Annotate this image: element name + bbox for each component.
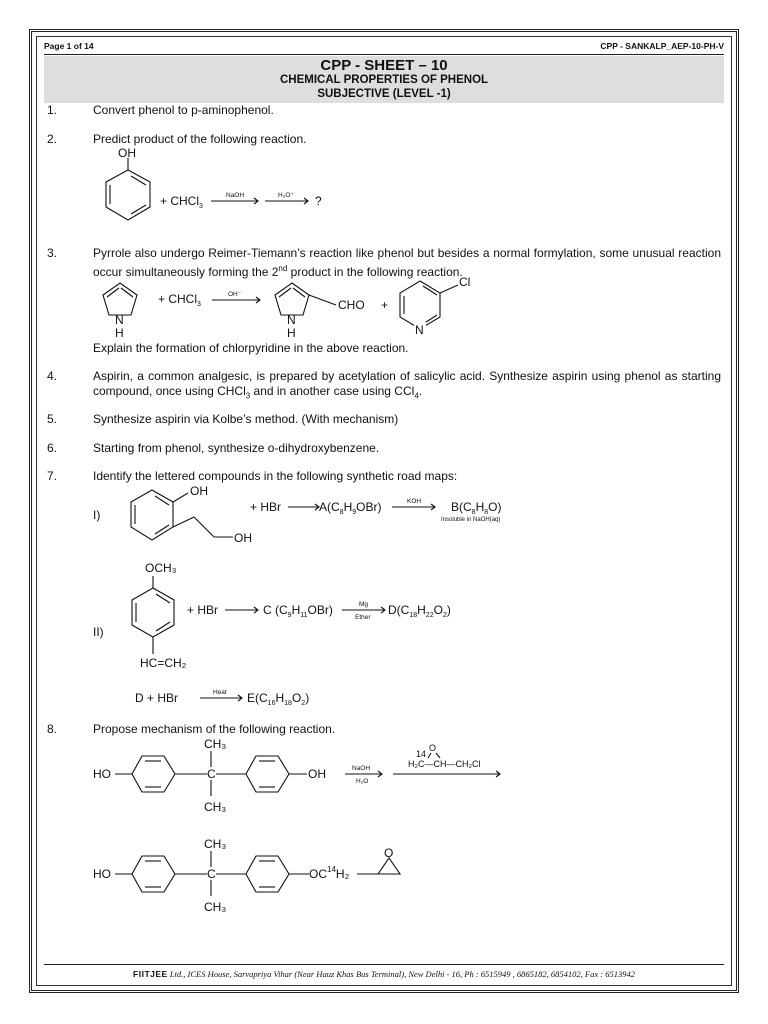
svg-text:CH₃: CH₃ (204, 837, 227, 851)
q3-reagent: OH⁻ (228, 291, 242, 298)
fiitjee-logo: FIITJEE (133, 969, 168, 979)
question-number: 4. (47, 369, 58, 383)
svg-text:HO: HO (93, 867, 111, 881)
q7-r1-plus-hbr: + HBr (250, 500, 282, 514)
q2-product: ? (315, 194, 322, 208)
q7-4-methoxystyrene-structure (132, 561, 187, 670)
sheet-title: CPP - SHEET – 10 (320, 57, 448, 74)
svg-text:C: C (207, 767, 216, 781)
svg-text:H: H (287, 326, 296, 340)
q8-bisphenol-a-structure (93, 737, 326, 814)
q3-3-chloropyridine-structure (400, 275, 470, 337)
footer-address: FIITJEE Ltd., ICES House, Sarvapriya Vihar (Near Hauz Khas Bus Terminal), New Delhi - 16, Ph : 6515949 , 6865182, 6854102, Fax : 6513942 (133, 969, 635, 979)
q7-2-hydroxyphenylethanol-structure (131, 484, 252, 545)
question-number: 2. (47, 132, 58, 146)
question-number: 3. (47, 246, 58, 260)
sheet-level: SUBJECTIVE (LEVEL -1) (317, 88, 451, 100)
q7-r2-reagent-top: Mg (359, 601, 369, 608)
svg-text:C: C (207, 867, 216, 881)
question-text: Aspirin, a common analgesic, is prepared by acetylation of salicylic acid. Synthesize aspirin using phenol as starting compound, once using CHCl$_3$ and in another case using CCl$_4$. (93, 369, 721, 401)
q8-product-structure (93, 837, 400, 914)
q7-compound-b: $B(C_8H_8O)$ (451, 500, 502, 516)
svg-text:H: H (115, 326, 124, 340)
question-text: Identify the lettered compounds in the following synthetic road maps: (93, 469, 458, 483)
q2-reagent-1: NaOH (226, 192, 245, 199)
q7-compound-c: C $(C_9H_{11}OBr)$ (263, 603, 333, 619)
svg-text:OH: OH (234, 531, 252, 545)
svg-text:O: O (429, 743, 437, 753)
svg-text:CH₃: CH₃ (204, 800, 227, 814)
svg-text:N: N (415, 323, 424, 337)
svg-text:14: 14 (416, 749, 427, 759)
svg-text:OC14H₂: OC$^{14}$H₂ (309, 865, 350, 881)
svg-text:CH₃: CH₃ (204, 900, 227, 914)
q7-compound-e: $E(C_{16}H_{18}O_2)$ (247, 691, 310, 707)
q2-reactant-chcl3: + CHCl$_3$ (160, 194, 203, 210)
question-followup-text: Explain the formation of chlorpyridine in the above reaction. (93, 341, 409, 355)
question-text: Pyrrole also undergo Reimer-Tiemann’s reaction like phenol but besides a normal formylation, some unusual reaction occur simultaneously forming the 2nd product in the following reaction. (93, 246, 721, 279)
q2-reagent-2: H₃O⁺ (278, 192, 294, 199)
svg-text:CHO: CHO (338, 298, 365, 312)
footer-divider (44, 964, 724, 965)
q7-r1-note: Insoluble in NaOH(aq) (441, 517, 501, 523)
q7-part-ii-label: II) (93, 625, 104, 639)
svg-text:N: N (287, 313, 296, 327)
q7-compound-d: $D(C_{18}H_{22}O_2)$ (388, 603, 451, 619)
question-number: 1. (47, 103, 58, 117)
question-text: Synthesize aspirin via Kolbe’s method. (With mechanism) (93, 412, 399, 426)
svg-text:Cl: Cl (459, 275, 471, 289)
q3-pyrrole-structure (103, 283, 137, 340)
question-text: Convert phenol to p-aminophenol. (93, 103, 274, 117)
q7-r3-reagent: Heat (213, 689, 227, 696)
question-number: 7. (47, 469, 58, 483)
question-number: 6. (47, 441, 58, 455)
question-text: Predict product of the following reaction. (93, 132, 307, 146)
page-number: Page 1 of 14 (44, 41, 94, 51)
q7-r2-plus-hbr: + HBr (187, 603, 219, 617)
svg-text:H₂C—CH—CH₂Cl: H₂C—CH—CH₂Cl (408, 759, 481, 769)
svg-text:N: N (115, 313, 124, 327)
svg-text:OH: OH (190, 484, 208, 498)
question-number: 8. (47, 722, 58, 736)
q2-phenol-structure (106, 146, 150, 220)
q7-compound-a: $A(C_8H_9OBr)$ (319, 500, 382, 516)
document-code: CPP - SANKALP_AEP-10-PH-V (600, 41, 724, 51)
svg-text:OCH₃: OCH₃ (145, 561, 177, 575)
q3-reactant-chcl3: + CHCl$_3$ (158, 292, 201, 308)
svg-text:O: O (384, 846, 394, 860)
q3-plus: + (381, 298, 389, 312)
q7-part-i-label: I) (93, 508, 101, 522)
q7-r3-lhs: D + HBr (135, 691, 179, 705)
q2-oh-label: OH (118, 146, 136, 160)
q7-r1-reagent: KOH (407, 498, 422, 505)
q7-r2-reagent-bottom: Ether (355, 614, 371, 621)
svg-text:OH: OH (308, 767, 326, 781)
question-number: 5. (47, 412, 58, 426)
q8-reagent-top: NaOH (352, 765, 371, 772)
svg-text:CH₃: CH₃ (204, 737, 227, 751)
question-text: Propose mechanism of the following reaction. (93, 722, 336, 736)
svg-text:HC=CH₂: HC=CH₂ (140, 656, 187, 670)
svg-text:HO: HO (93, 767, 111, 781)
q8-reagent-bottom: H₂O (356, 778, 369, 785)
question-text: Starting from phenol, synthesize o-dihydroxybenzene. (93, 441, 380, 455)
q8-epichlorohydrin-structure (408, 743, 480, 769)
q3-pyrrole-2-carbaldehyde-structure (275, 283, 365, 340)
sheet-subtitle: CHEMICAL PROPERTIES OF PHENOL (279, 74, 489, 86)
